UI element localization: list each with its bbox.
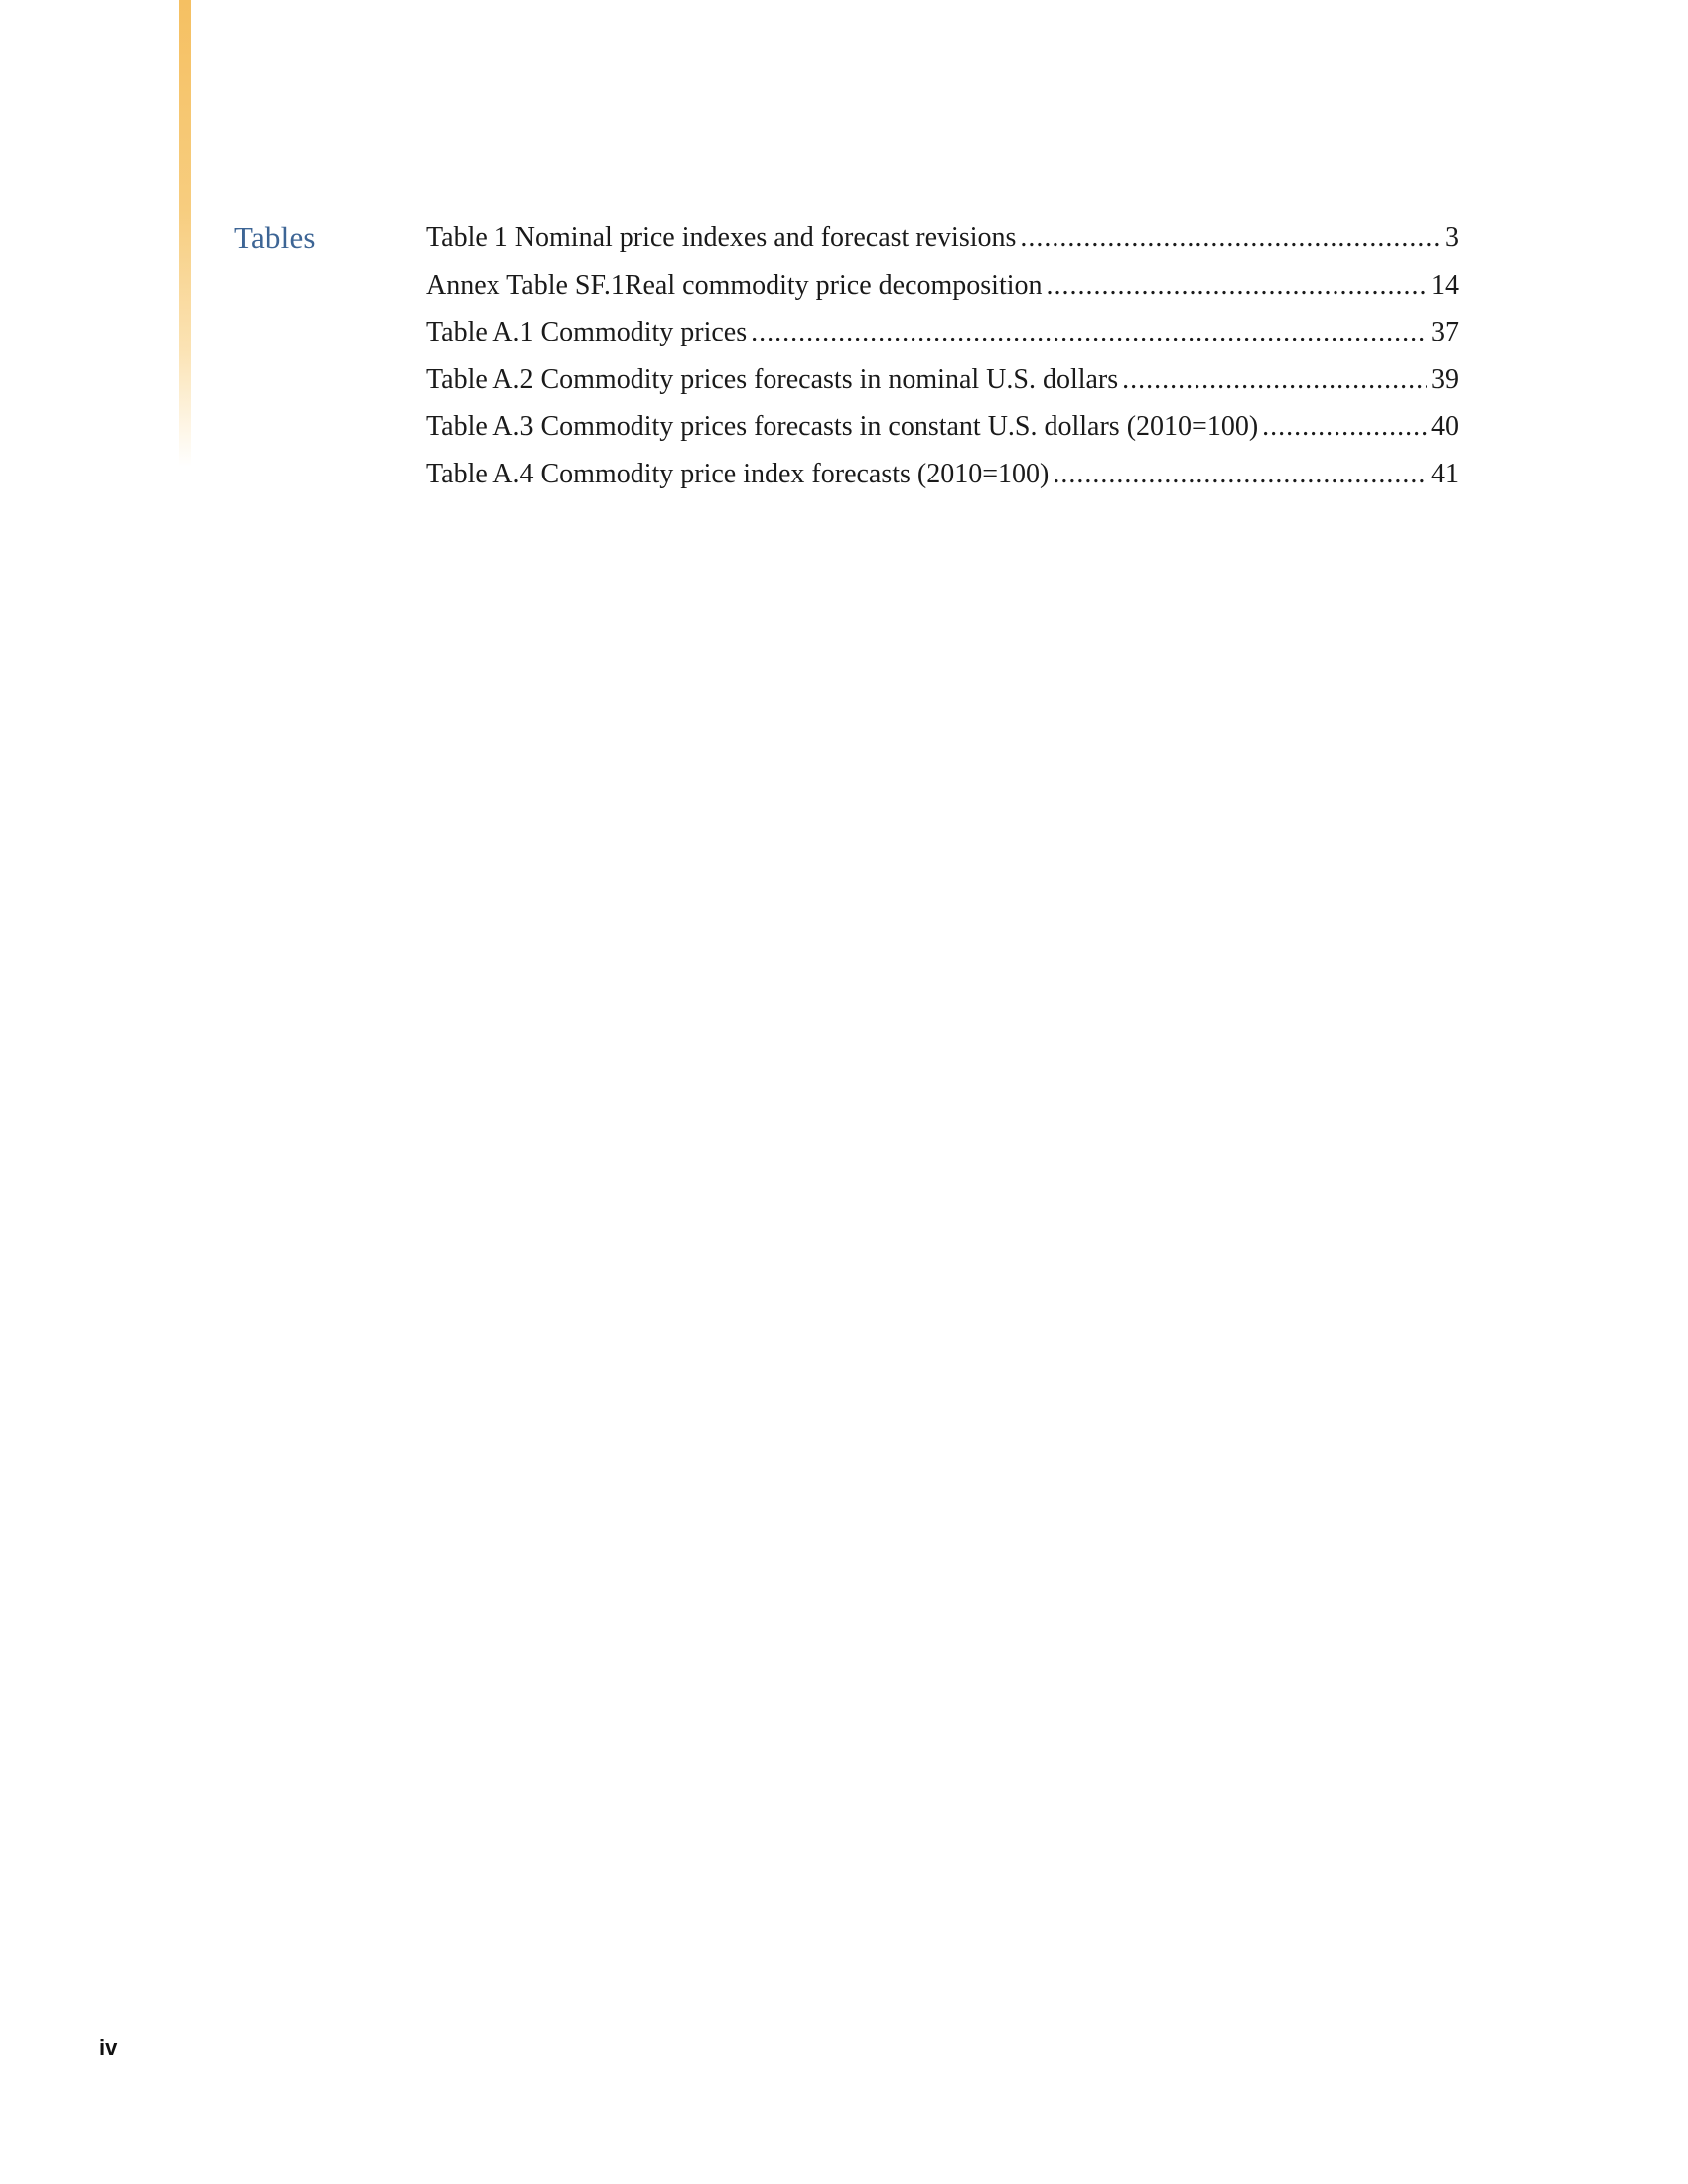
toc-entry-title: Table A.4 Commodity price index forecasts (2010=100) xyxy=(426,458,1050,489)
toc-entry[interactable] xyxy=(426,455,1459,502)
toc-entry-page: 40 xyxy=(1431,411,1459,442)
toc-entry-page: 39 xyxy=(1431,363,1459,395)
toc-entry[interactable] xyxy=(426,360,1459,408)
toc-entry-page: 37 xyxy=(1431,317,1459,347)
toc-entry-page: 14 xyxy=(1431,269,1459,301)
toc-entry[interactable] xyxy=(426,266,1459,314)
dot-leader xyxy=(1053,455,1427,494)
toc-entry-title: Table 1 Nominal price indexes and forecast revisions xyxy=(426,222,1017,253)
toc-entry-title: Table A.3 Commodity prices forecasts in constant U.S. dollars (2010=100) xyxy=(426,411,1259,442)
toc-entry[interactable] xyxy=(426,313,1459,360)
dot-leader xyxy=(1262,407,1427,447)
toc-entry-title: Table A.1 Commodity prices xyxy=(426,317,748,347)
tables-list xyxy=(426,218,1459,501)
dot-leader xyxy=(1020,218,1441,258)
decorative-accent-bar xyxy=(179,0,191,467)
section-label-tables: Tables xyxy=(234,220,316,255)
toc-entry[interactable] xyxy=(426,218,1459,266)
dot-leader xyxy=(1122,360,1427,400)
dot-leader xyxy=(751,313,1427,352)
toc-entry-page: 41 xyxy=(1431,458,1459,489)
toc-entry-page: 3 xyxy=(1445,222,1459,253)
toc-entry[interactable] xyxy=(426,407,1459,455)
dot-leader xyxy=(1047,266,1427,306)
toc-entry-title: Table A.2 Commodity prices forecasts in nominal U.S. dollars xyxy=(426,363,1119,395)
page-number: iv xyxy=(99,2035,118,2060)
toc-entry-title: Annex Table SF.1Real commodity price decomposition xyxy=(426,269,1043,301)
